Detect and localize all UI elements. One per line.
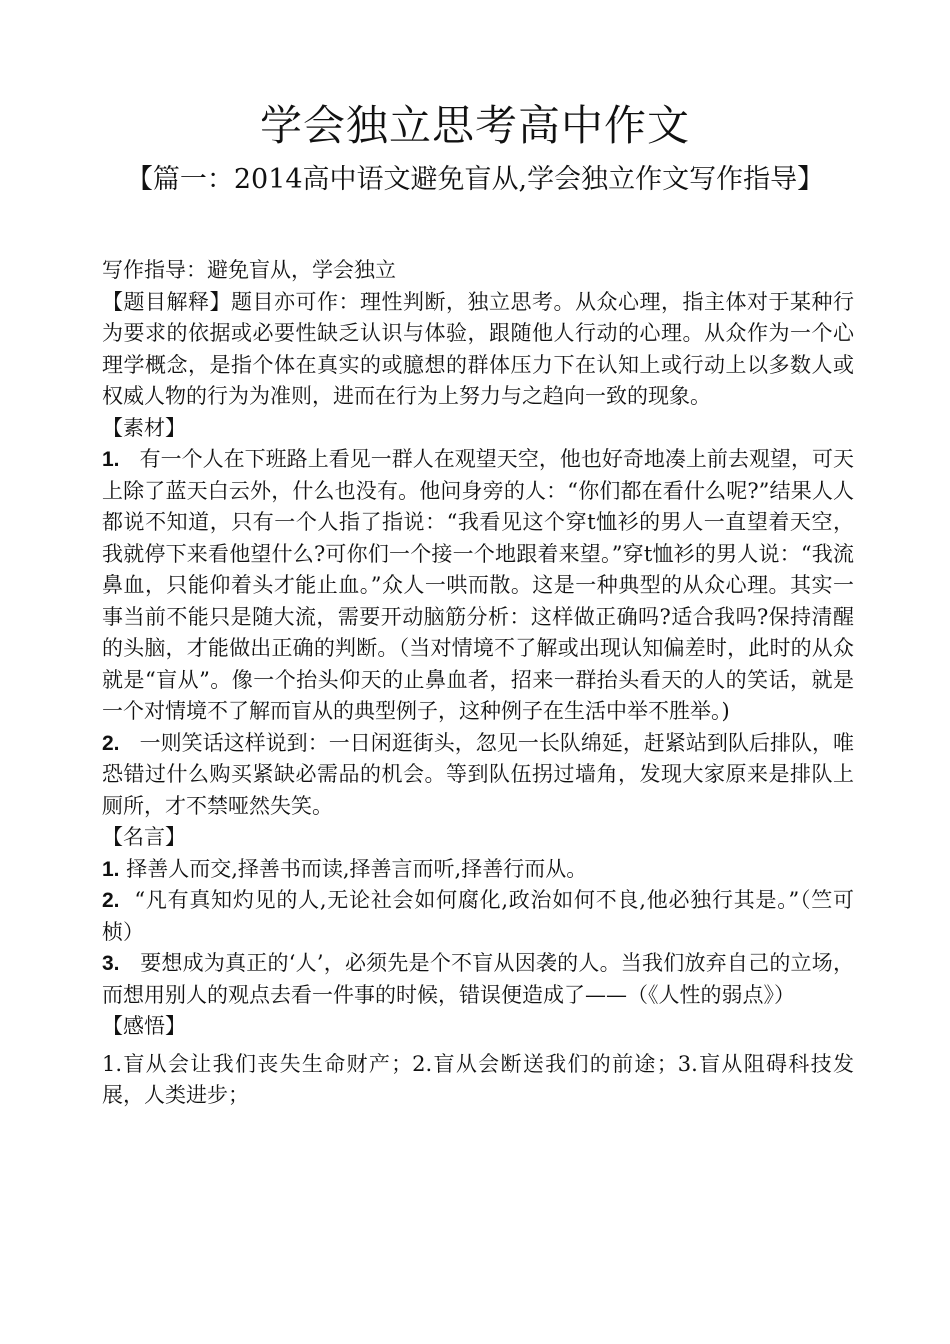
paragraph-text: 【素材】 xyxy=(102,415,186,440)
paragraph-text: 有一个人在下班路上看见一群人在观望天空，他也好奇地凑上前去观望，可天上除了蓝天白云外，什么也没有。他问身旁的人：“你们都在看什么呢?”结果人人都说不知道，只有一个人指了指说：“我看见这个穿t恤衫的男人一直望着天空，我就停下来看他望什么?可你们一个接一个地跟着来望。”穿t恤衫的男人说：“我流鼻血，只能仰着头才能止血。”众人一哄而散。这是一种典型的从众心理。其实一事当前不能只是随大流，需要开动脑筋分析：这样做正确吗?适合我吗?保持清醒的头脑，才能做出正确的判断。（当对情境不了解或出现认知偏差时，此时的从众就是“盲从”。像一个抬头仰天的止鼻血者，招来一群抬头看天的人的笑话，就是一个对情境不了解而盲从的典型例子，这种例子在生活中举不胜举。) xyxy=(102,447,855,723)
quote-item xyxy=(102,948,854,1011)
material-item xyxy=(102,444,854,728)
quote-item xyxy=(102,885,854,948)
section-heading-quotes xyxy=(102,822,854,854)
section-heading-materials xyxy=(102,413,854,445)
section-heading-reflection xyxy=(102,1011,854,1043)
item-number: 3. xyxy=(102,952,120,975)
item-number: 1. xyxy=(102,857,120,881)
document-title: 学会独立思考高中作文 xyxy=(259,101,690,150)
quote-item xyxy=(102,854,854,886)
paragraph-writing-guide xyxy=(102,255,854,287)
material-item xyxy=(102,728,854,823)
paragraph-text: 【名言】 xyxy=(102,825,186,849)
paragraph-text: 写作指导：避免盲从，学会独立 xyxy=(102,258,396,282)
item-number: 2. xyxy=(102,731,120,755)
paragraph-text: 1.盲从会让我们丧失生命财产；2.盲从会断送我们的前途；3.盲从阻碍科技发展，人类进步； xyxy=(102,1051,854,1107)
item-number: 2. xyxy=(102,889,120,912)
paragraph-text: “凡有真知灼见的人,无论社会如何腐化,政治如何不良,他必独行其是。”（竺可桢） xyxy=(102,888,854,944)
paragraph-text: 【感悟】 xyxy=(102,1014,186,1038)
paragraph-text: 【题目解释】题目亦可作：理性判断，独立思考。从众心理，指主体对于某种行为要求的依据或必要性缺乏认识与体验，跟随他人行动的心理。从众作为一个心理学概念，是指个体在真实的或臆想的群体压力下在认知上或行动上以多数人或权威人物的行为为准则，进而在行为上努力与之趋向一致的现象。 xyxy=(102,289,854,408)
document-body xyxy=(102,255,854,1112)
document-subtitle: 【篇一：2014高中语文避免盲从,学会独立作文写作指导】 xyxy=(125,164,825,195)
paragraph-text: 择善人而交,择善书而读,择善言而听,择善行而从。 xyxy=(126,856,588,881)
paragraph-topic-explanation xyxy=(102,287,854,413)
item-number: 1. xyxy=(102,448,120,471)
paragraph-text: 要想成为真正的‘人’，必须先是个不盲从因袭的人。当我们放弃自己的立场，而想用别人的观点去看一件事的时候，错误便造成了——（《人性的弱点》） xyxy=(102,951,854,1007)
reflection-paragraph xyxy=(102,1049,854,1112)
paragraph-text: 一则笑话这样说到：一日闲逛街头，忽见一长队绵延，赶紧站到队后排队，唯恐错过什么购买紧缺必需品的机会。等到队伍拐过墙角，发现大家原来是排队上厕所，才不禁哑然失笑。 xyxy=(102,730,855,818)
